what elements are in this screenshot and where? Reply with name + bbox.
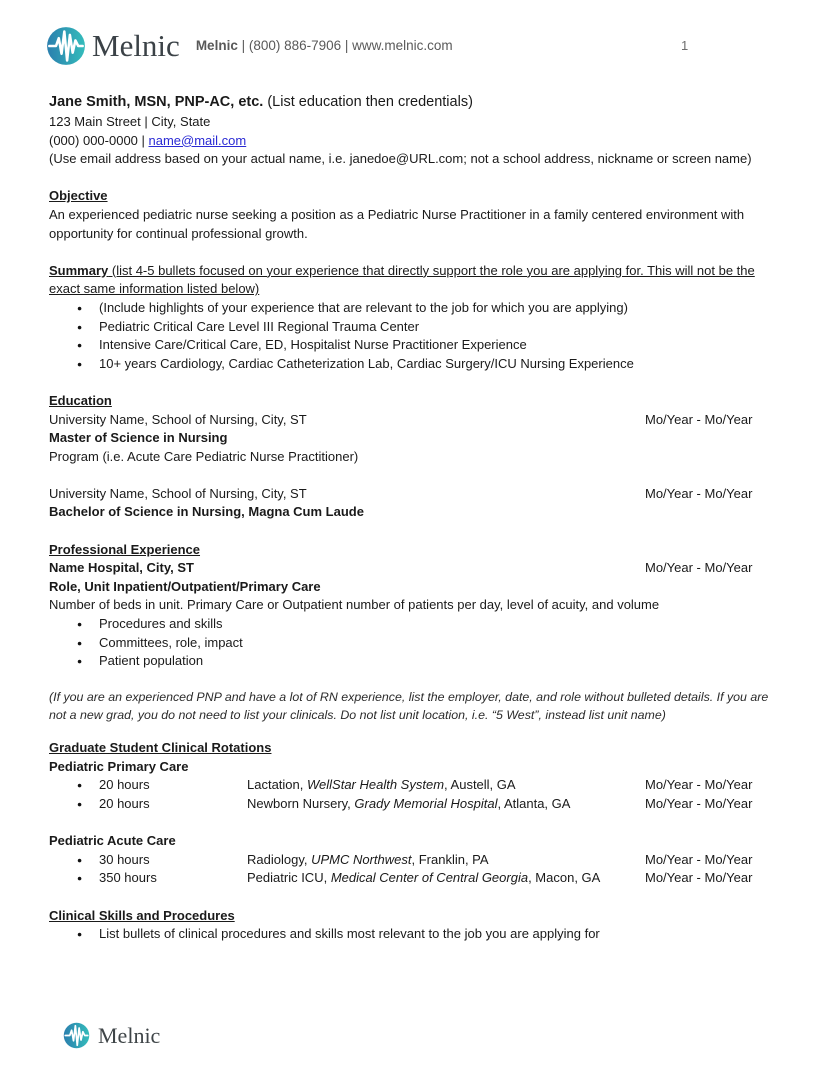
experience-bullet-text: Procedures and skills bbox=[99, 616, 223, 632]
education-degree: Bachelor of Science in Nursing, Magna Cum Laude bbox=[49, 504, 364, 520]
education-program-detail: Program (i.e. Acute Care Pediatric Nurse Practitioner) bbox=[49, 448, 359, 464]
education-dates: Mo/Year - Mo/Year bbox=[645, 411, 753, 427]
experience-bullet-text: Committees, role, impact bbox=[99, 634, 243, 650]
rotation-description bbox=[247, 869, 645, 888]
section-heading-education: Education bbox=[49, 392, 112, 408]
rotation-row bbox=[49, 776, 784, 795]
bullet-icon: ● bbox=[77, 321, 83, 332]
summary-bullet-text: Intensive Care/Critical Care, ED, Hospitalist Nurse Practitioner Experience bbox=[99, 337, 527, 353]
melnic-logo-icon bbox=[46, 26, 86, 66]
experience-role: Role, Unit Inpatient/Outpatient/Primary Care bbox=[49, 578, 321, 594]
skills-bullet-text: List bullets of clinical procedures and skills most relevant to the job you are applying for bbox=[99, 926, 600, 942]
experience-bullet-text: Patient population bbox=[99, 653, 204, 669]
rotation-specialty: Radiology, bbox=[247, 851, 312, 867]
rotation-facility: WellStar Health System bbox=[307, 777, 445, 793]
email-link[interactable]: name@mail.com bbox=[148, 132, 247, 148]
education-school: University Name, School of Nursing, City, ST bbox=[49, 411, 307, 427]
education-degree: Master of Science in Nursing bbox=[49, 430, 228, 446]
list-item bbox=[49, 336, 784, 355]
section-heading-summary bbox=[49, 262, 784, 299]
bullet-icon: ● bbox=[77, 873, 83, 884]
rotation-specialty: Lactation, bbox=[247, 777, 307, 793]
rotation-dates: Mo/Year - Mo/Year bbox=[645, 851, 753, 867]
section-heading-skills: Clinical Skills and Procedures bbox=[49, 907, 235, 923]
experience-guidance-note: (If you are an experienced PNP and have a lot of RN experience, list the employer, date, and role without bulleted details. If you are not a new grad, you do not need to list your clinicals. Do not list unit location, i.e. “5 West”, instead list unit name) bbox=[49, 690, 769, 722]
rotation-facility: UPMC Northwest bbox=[311, 851, 412, 867]
rotation-facility: Medical Center of Central Georgia bbox=[330, 870, 529, 886]
rotation-location: , Macon, GA bbox=[528, 870, 601, 886]
bullet-icon: ● bbox=[77, 799, 83, 809]
rotation-specialty: Pediatric ICU, bbox=[247, 870, 331, 886]
bullet-icon: ● bbox=[77, 656, 83, 667]
rotation-dates: Mo/Year - Mo/Year bbox=[645, 870, 753, 886]
melnic-logo-icon bbox=[63, 1022, 90, 1049]
rotation-specialty: Newborn Nursery, bbox=[247, 796, 355, 811]
rotation-description bbox=[247, 851, 645, 870]
section-heading-experience: Professional Experience bbox=[49, 541, 201, 557]
experience-description: Number of beds in unit. Primary Care or Outpatient number of patients per day, level of acuity, and volume bbox=[49, 597, 660, 613]
bullet-icon: ● bbox=[77, 780, 83, 791]
education-entry bbox=[49, 411, 784, 467]
summary-bullet-text: Pediatric Critical Care Level III Regional Trauma Center bbox=[99, 318, 420, 334]
education-entry bbox=[49, 485, 784, 522]
education-school: University Name, School of Nursing, City, ST bbox=[49, 485, 307, 501]
education-school-row bbox=[49, 485, 784, 504]
summary-bullet-text: 10+ years Cardiology, Cardiac Catheterization Lab, Cardiac Surgery/ICU Nursing Experience bbox=[99, 355, 634, 371]
header-contact-rest: | (800) 886-7906 | www.melnic.com bbox=[237, 37, 453, 53]
list-item bbox=[49, 615, 784, 634]
list-item bbox=[49, 634, 784, 653]
experience-bullet-list bbox=[49, 615, 784, 671]
rotation-group-title: Pediatric Acute Care bbox=[49, 833, 176, 849]
rotation-dates: Mo/Year - Mo/Year bbox=[645, 796, 753, 811]
education-dates: Mo/Year - Mo/Year bbox=[645, 485, 753, 501]
list-item bbox=[49, 652, 784, 671]
experience-employer: Name Hospital, City, ST bbox=[49, 560, 194, 576]
melnic-wordmark: Melnic bbox=[92, 28, 180, 63]
bullet-icon: ● bbox=[77, 340, 83, 351]
rotation-row bbox=[49, 869, 784, 888]
candidate-address: 123 Main Street | City, State bbox=[49, 114, 211, 129]
header-contact-brand: Melnic bbox=[195, 37, 238, 53]
section-heading-rotations: Graduate Student Clinical Rotations bbox=[49, 740, 272, 756]
summary-heading-label: Summary bbox=[49, 262, 109, 278]
rotation-dates: Mo/Year - Mo/Year bbox=[645, 777, 753, 793]
rotation-hours: 30 hours bbox=[99, 851, 150, 867]
bullet-icon: ● bbox=[77, 619, 83, 630]
candidate-name-line bbox=[49, 92, 784, 113]
candidate-name: Jane Smith, MSN, PNP-AC, etc. bbox=[49, 94, 264, 110]
bullet-icon: ● bbox=[77, 302, 83, 313]
rotation-hours: 20 hours bbox=[99, 777, 150, 793]
page-footer bbox=[63, 1022, 160, 1049]
list-item bbox=[49, 925, 784, 944]
objective-text: An experienced pediatric nurse seeking a position as a Pediatric Nurse Practitioner in a family centered environment with opportunity for continual professional growth. bbox=[49, 206, 745, 241]
rotation-location: , Atlanta, GA bbox=[497, 796, 571, 811]
rotation-location: , Austell, GA bbox=[444, 777, 516, 793]
list-item bbox=[49, 318, 784, 337]
bullet-icon: ● bbox=[77, 854, 83, 865]
page-header bbox=[0, 0, 840, 68]
summary-bullet-list bbox=[49, 299, 784, 373]
resume-body bbox=[0, 68, 840, 944]
list-item bbox=[49, 355, 784, 374]
skills-bullet-list bbox=[49, 925, 784, 944]
rotation-row bbox=[49, 795, 784, 814]
rotation-description bbox=[247, 776, 645, 795]
bullet-icon: ● bbox=[77, 358, 83, 369]
candidate-phone-line bbox=[49, 132, 784, 151]
experience-employer-row bbox=[49, 559, 784, 578]
rotation-facility: Grady Memorial Hospital bbox=[354, 796, 498, 811]
education-school-row bbox=[49, 411, 784, 430]
rotation-description bbox=[247, 795, 645, 814]
candidate-phone: (000) 000-0000 | bbox=[49, 132, 149, 148]
email-guidance-note: (Use email address based on your actual name, i.e. janedoe@URL.com; not a school address, nickname or screen name) bbox=[49, 151, 752, 167]
list-item bbox=[49, 299, 784, 318]
rotation-group-title: Pediatric Primary Care bbox=[49, 758, 189, 774]
rotation-hours: 20 hours bbox=[99, 796, 150, 811]
melnic-wordmark: Melnic bbox=[98, 1023, 161, 1048]
bullet-icon: ● bbox=[77, 929, 83, 940]
header-contact-info bbox=[196, 37, 453, 56]
bullet-icon: ● bbox=[77, 637, 83, 648]
summary-heading-note: (list 4-5 bullets focused on your experience that directly support the role you are applying for. This will not be the exact same information listed below) bbox=[49, 262, 755, 297]
experience-dates: Mo/Year - Mo/Year bbox=[645, 560, 753, 576]
page-number: 1 bbox=[681, 38, 689, 53]
summary-bullet-text: (Include highlights of your experience that are relevant to the job for which you are applying) bbox=[99, 299, 628, 315]
candidate-name-note: (List education then credentials) bbox=[263, 94, 473, 110]
rotation-row bbox=[49, 851, 784, 870]
section-heading-objective: Objective bbox=[49, 188, 108, 204]
rotation-location: , Franklin, PA bbox=[411, 851, 489, 867]
rotation-hours: 350 hours bbox=[99, 870, 157, 886]
